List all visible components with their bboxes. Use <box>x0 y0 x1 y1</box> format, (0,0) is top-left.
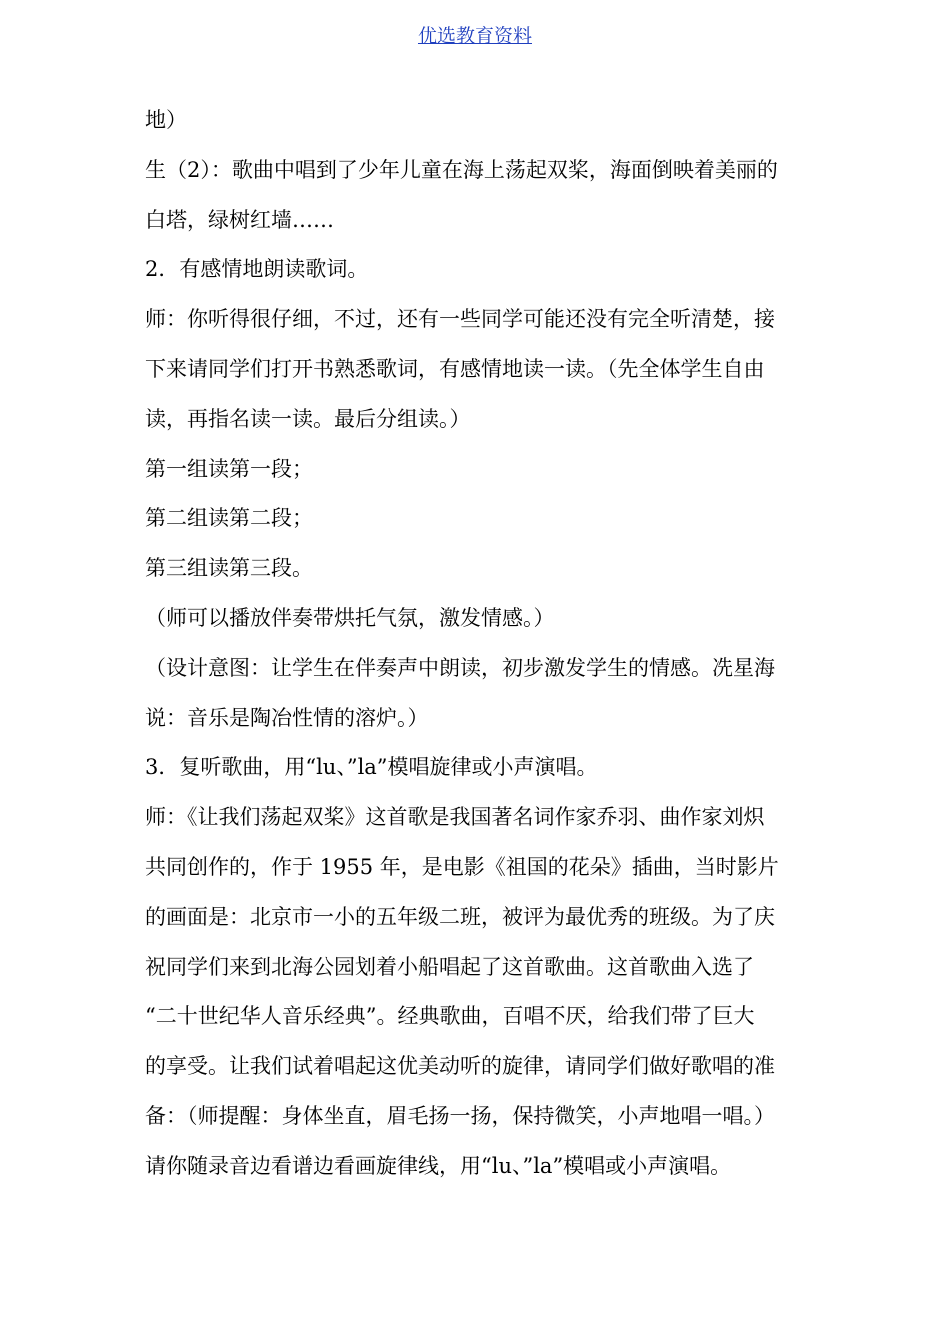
section-heading-3: 3．复听歌曲，用“lu、”la”模唱旋律或小声演唱。 <box>145 755 598 780</box>
text-line-2: 生（2）：歌曲中唱到了少年儿童在海上荡起双桨，海面倒映着美丽的 <box>145 157 778 182</box>
text-line-15: 师：《让我们荡起双桨》这首歌是我国著名词作家乔羽、曲作家刘炽 <box>145 805 765 830</box>
text-line-7: 读，再指名读一读。最后分组读。） <box>145 406 471 431</box>
text-line-17: 的画面是：北京市一小的五年级二班，被评为最优秀的班级。为了庆 <box>145 904 775 929</box>
text-line-13: 说：音乐是陶冶性情的溶炉。） <box>145 705 429 730</box>
text-line-12: （设计意图：让学生在伴奏声中朗读，初步激发学生的情感。冼星海 <box>145 655 775 680</box>
text-line-19: “二十世纪华人音乐经典”。经典歌曲，百唱不厌，给我们带了巨大 <box>145 1004 755 1029</box>
text-line-1: 地） <box>145 108 187 132</box>
text-line-22: 请你随录音边看谱边看画旋律线，用“lu、”la”模唱或小声演唱。 <box>145 1153 732 1178</box>
text-line-6: 下来请同学们打开书熟悉歌词，有感情地读一读。（先全体学生自由 <box>145 356 765 381</box>
text-line-3: 白塔，绿树红墙…… <box>145 207 334 232</box>
text-line-5: 师：你听得很仔细，不过，还有一些同学可能还没有完全听清楚，接 <box>145 307 775 332</box>
text-line-11: （师可以播放伴奏带烘托气氛，激发情感。） <box>145 605 555 630</box>
text-line-16: 共同创作的，作于 1955 年，是电影《祖国的花朵》插曲，当时影片 <box>145 854 779 879</box>
header-link[interactable]: 优选教育资料 <box>417 25 532 47</box>
text-line-10: 第三组读第三段。 <box>145 556 313 581</box>
text-line-20: 的享受。让我们试着唱起这优美动听的旋律，请同学们做好歌唱的准 <box>145 1054 775 1079</box>
text-line-18: 祝同学们来到北海公园划着小船唱起了这首歌曲。这首歌曲入选了 <box>145 954 754 979</box>
document-body <box>145 96 820 1192</box>
text-line-8: 第一组读第一段； <box>145 456 313 481</box>
page-header <box>0 22 950 50</box>
text-line-21: 备：（师提醒：身体坐直，眉毛扬一扬，保持微笑，小声地唱一唱。） <box>145 1103 775 1128</box>
section-heading-2: 2．有感情地朗读歌词。 <box>145 257 369 282</box>
text-line-9: 第二组读第二段； <box>145 506 313 531</box>
